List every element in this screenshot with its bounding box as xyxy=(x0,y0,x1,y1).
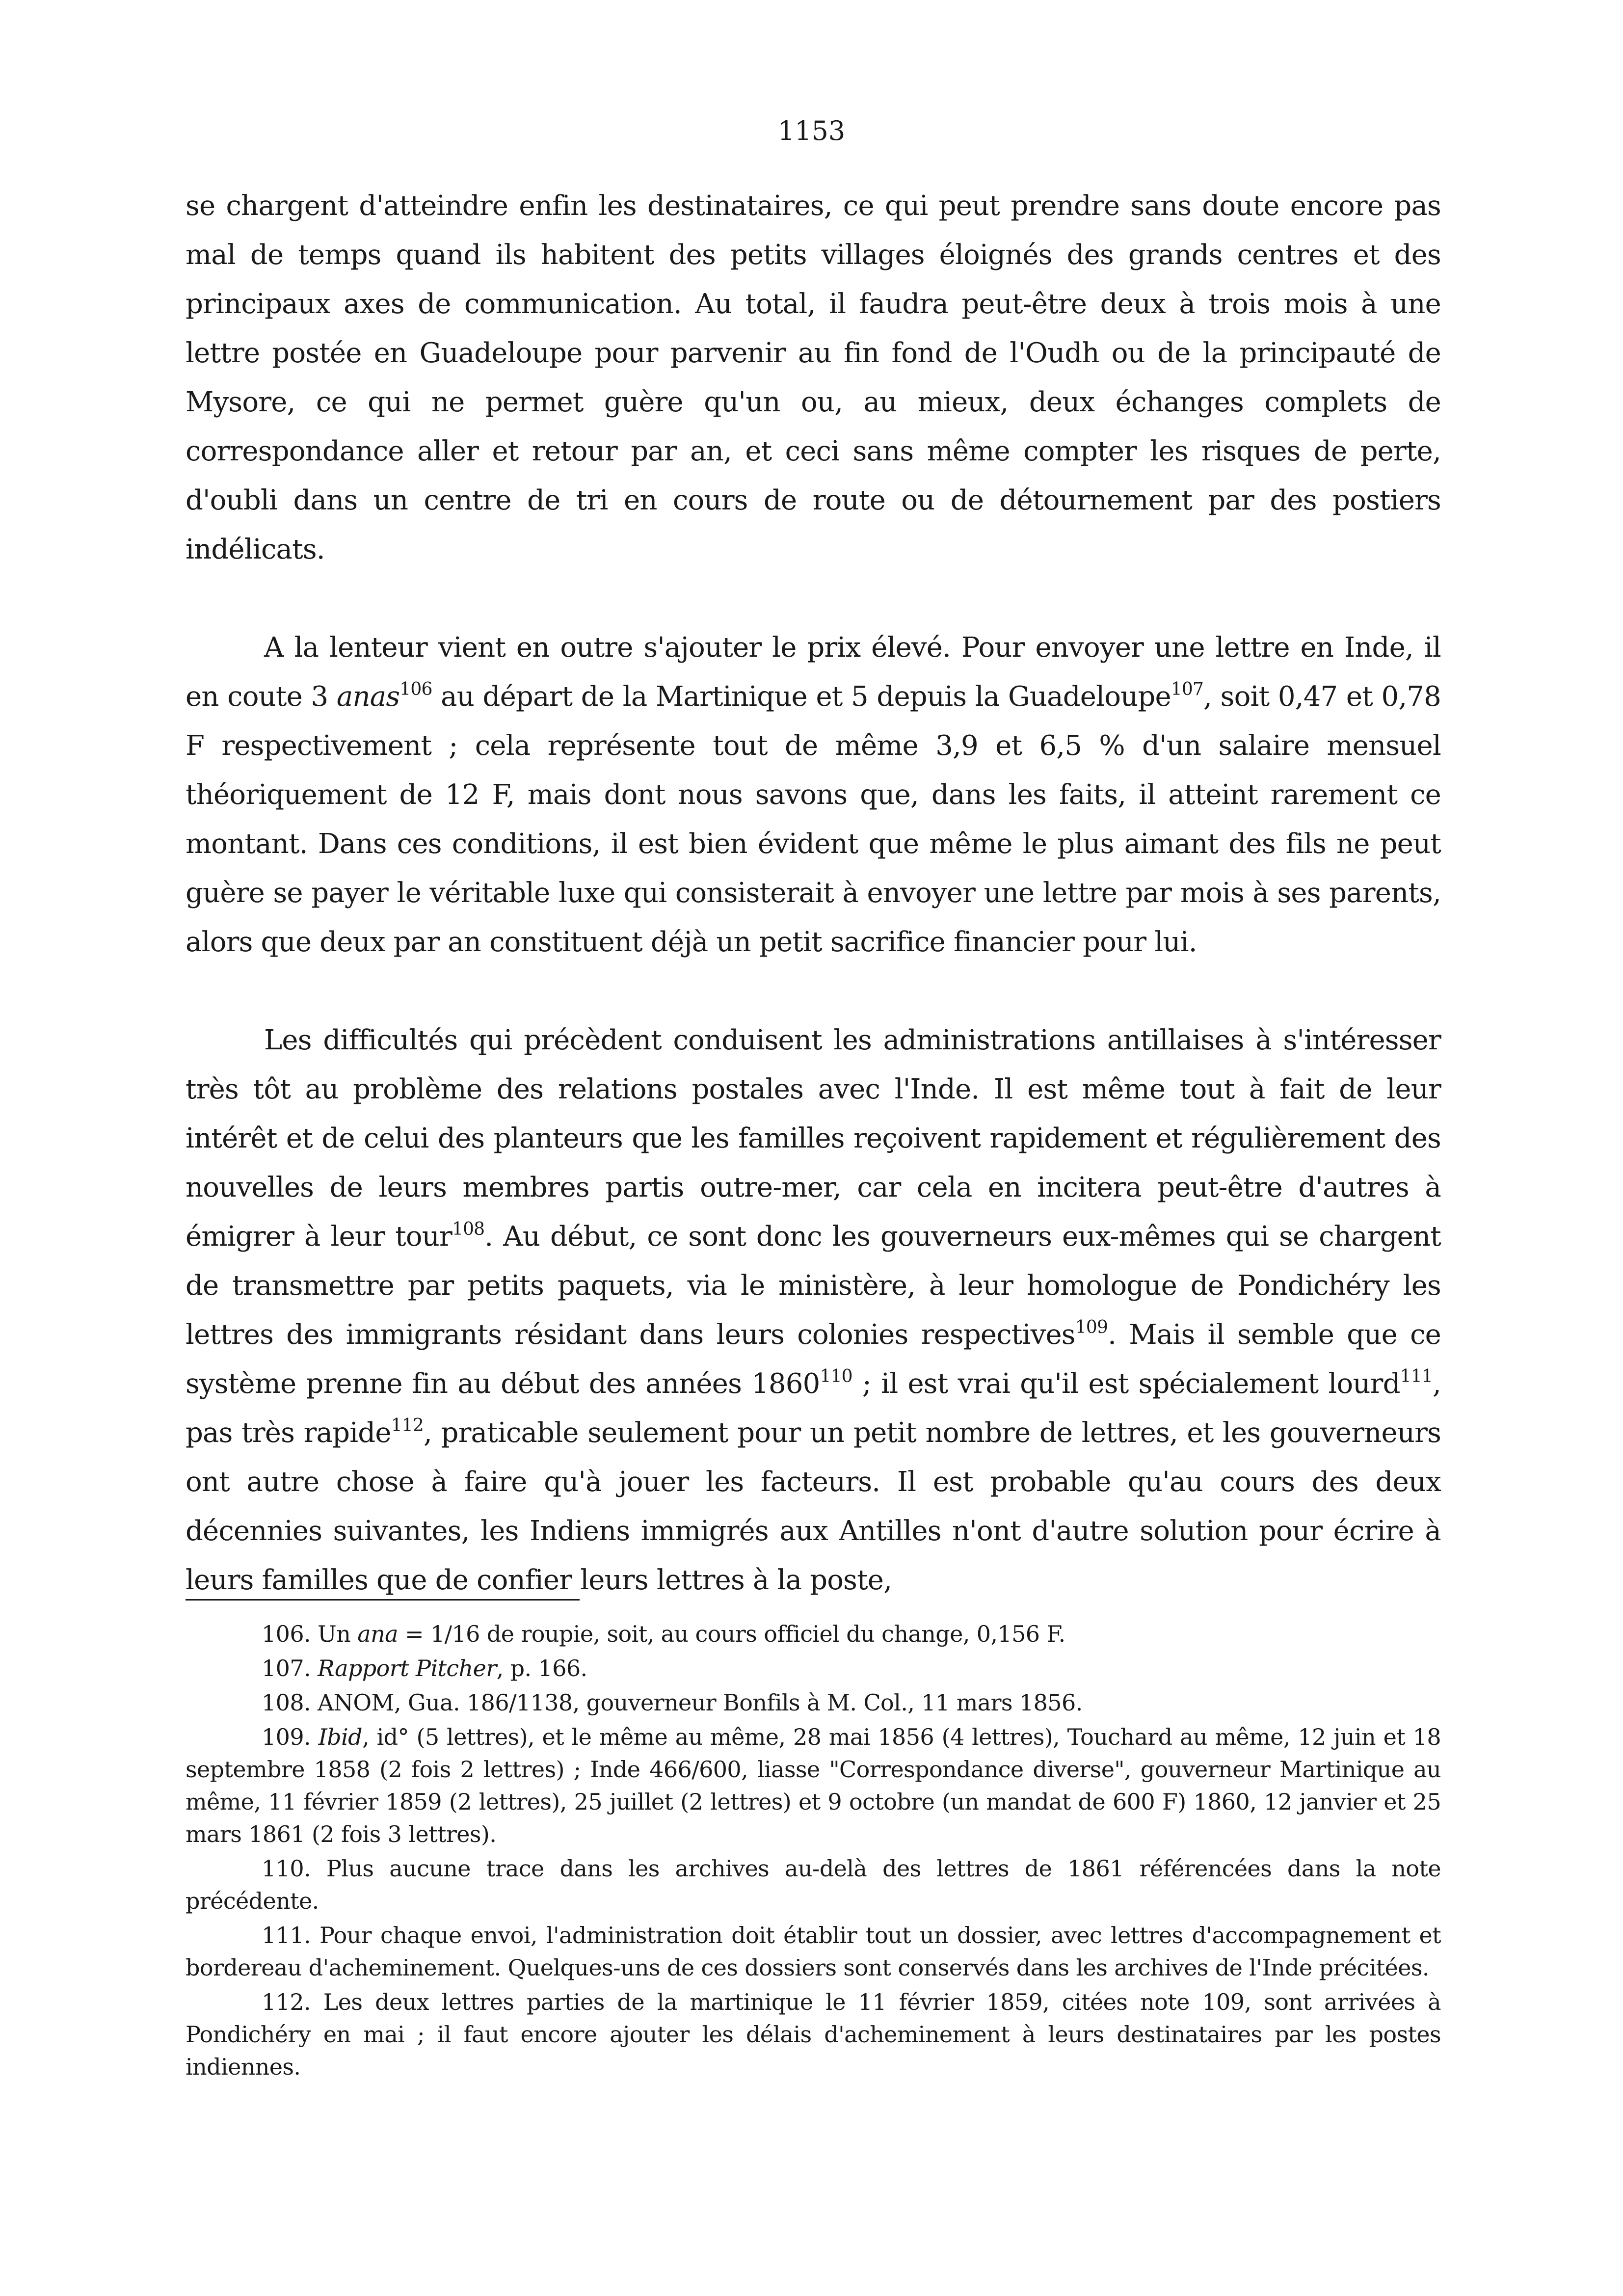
text-run: 106. Un xyxy=(262,1621,358,1647)
text-run: 110. Plus aucune trace dans les archives au-delà des lettres de 1861 référencées dans la note précédente. xyxy=(186,1855,1441,1914)
text-run: ; il est vrai qu'il est spécialement lourd xyxy=(852,1368,1400,1400)
italic-text: ana xyxy=(357,1621,398,1647)
footnote-ref: 108 xyxy=(452,1219,485,1239)
text-run: au départ de la Martinique et 5 depuis la Guadeloupe xyxy=(432,681,1171,713)
text-run: 111. Pour chaque envoi, l'administration doit établir tout un dossier, avec lettres d'accompagnement et bordereau d'acheminement. Quelques-uns de ces dossiers sont conservés dans les archives de l'Inde précitées. xyxy=(186,1922,1441,1981)
paragraph xyxy=(186,623,1441,967)
text-run: , p. 166. xyxy=(496,1655,587,1682)
footnote xyxy=(186,1686,1441,1719)
text-run: . Mais il semble que ce système prenne fin au début des années 1860 xyxy=(186,1319,1441,1400)
text-run: A la lenteur vient en outre s'ajouter le prix élevé. Pour envoyer une lettre en Inde, il en coute 3 xyxy=(186,632,1441,713)
page-number: 1153 xyxy=(777,115,846,146)
paragraph: se chargent d'atteindre enfin les destinataires, ce qui peut prendre sans doute encore pas mal de temps quand ils habitent des petits villages éloignés des grands centres et des principaux axes de communication. Au total, il faudra peut-être deux à trois mois à une lettre postée en Guadeloupe pour parvenir au fin fond de l'Oudh ou de la principauté de Mysore, ce qui ne permet guère qu'un ou, au mieux, deux échanges complets de correspondance aller et retour par an, et ceci sans même compter les risques de perte, d'oubli dans un centre de tri en cours de route ou de détournement par des postiers indélicats. xyxy=(186,190,1441,565)
body-text xyxy=(186,182,1441,1605)
footnote-ref: 112 xyxy=(391,1415,424,1436)
italic-text: Rapport Pitcher xyxy=(318,1655,497,1682)
footnote xyxy=(186,1618,1441,1650)
footnote xyxy=(186,1986,1441,2083)
footnote-ref: 109 xyxy=(1075,1317,1108,1337)
footnote-rule xyxy=(186,1599,580,1601)
footnotes xyxy=(186,1618,1441,2083)
text-run: Les difficultés qui précèdent conduisent les administrations antillaises à s'intéresser très tôt au problème des relations postales avec l'Inde. Il est même tout à fait de leur intérêt et de celui des planteurs que les familles reçoivent rapidement et régulièrement des nouvelles de leurs membres partis outre-mer, car cela en incitera peut-être d'autres à émigrer à leur tour xyxy=(186,1024,1441,1253)
text-run: , id° (5 lettres), et le même au même, 28 mai 1856 (4 lettres), Touchard au même, 12 juin et 18 septembre 1858 (2 fois 2 lettres) ; Inde 466/600, liasse "Correspondance diverse", gouverneur Martinique au même, 11 février 1859 (2 lettres), 25 juillet (2 lettres) et 9 octobre (un mandat de 600 F) 1860, 12 janvier et 25 mars 1861 (2 fois 3 lettres). xyxy=(186,1724,1441,1847)
footnote xyxy=(186,1852,1441,1917)
footnote xyxy=(186,1652,1441,1684)
text-run: 112. Les deux lettres parties de la martinique le 11 février 1859, citées note 109, sont arrivées à Pondichéry en mai ; il faut encore ajouter les délais d'acheminement à leurs destinataires par les postes indiennes. xyxy=(186,1989,1441,2080)
paragraph xyxy=(186,1016,1441,1605)
footnote-ref: 106 xyxy=(399,679,432,699)
footnote xyxy=(186,1919,1441,1984)
text-run: . Au début, ce sont donc les gouverneurs eux-mêmes qui se chargent de transmettre par petits paquets, via le ministère, à leur homologue de Pondichéry les lettres des immigrants résidant dans leurs colonies respectives xyxy=(186,1221,1441,1351)
text-run: 108. ANOM, Gua. 186/1138, gouverneur Bonfils à M. Col., 11 mars 1856. xyxy=(262,1689,1083,1716)
footnote-ref: 107 xyxy=(1171,679,1204,699)
footnote-ref: 110 xyxy=(820,1366,852,1387)
text-run: , soit 0,47 et 0,78 F respectivement ; cela représente tout de même 3,9 et 6,5 % d'un salaire mensuel théoriquement de 12 F, mais dont nous savons que, dans les faits, il atteint rarement ce montant. Dans ces conditions, il est bien évident que même le plus aimant des fils ne peut guère se payer le véritable luxe qui consisterait à envoyer une lettre par mois à ses parents, alors que deux par an constituent déjà un petit sacrifice financier pour lui. xyxy=(186,681,1441,958)
italic-text: anas xyxy=(336,681,400,713)
footnote-ref: 111 xyxy=(1400,1366,1433,1387)
text-run: = 1/16 de roupie, soit, au cours officiel du change, 0,156 F. xyxy=(398,1621,1065,1647)
text-run: 109. xyxy=(262,1724,319,1750)
italic-text: Ibid xyxy=(318,1724,362,1750)
text-run: 107. xyxy=(262,1655,318,1682)
text-run: , pas très rapide xyxy=(186,1368,1441,1449)
text-run: , praticable seulement pour un petit nombre de lettres, et les gouverneurs ont autre chose à faire qu'à jouer les facteurs. Il est probable qu'au cours des deux décennies suivantes, les Indiens immigrés aux Antilles n'ont d'autre solution pour écrire à leurs familles que de confier leurs lettres à la poste, xyxy=(186,1417,1441,1596)
footnote xyxy=(186,1721,1441,1850)
